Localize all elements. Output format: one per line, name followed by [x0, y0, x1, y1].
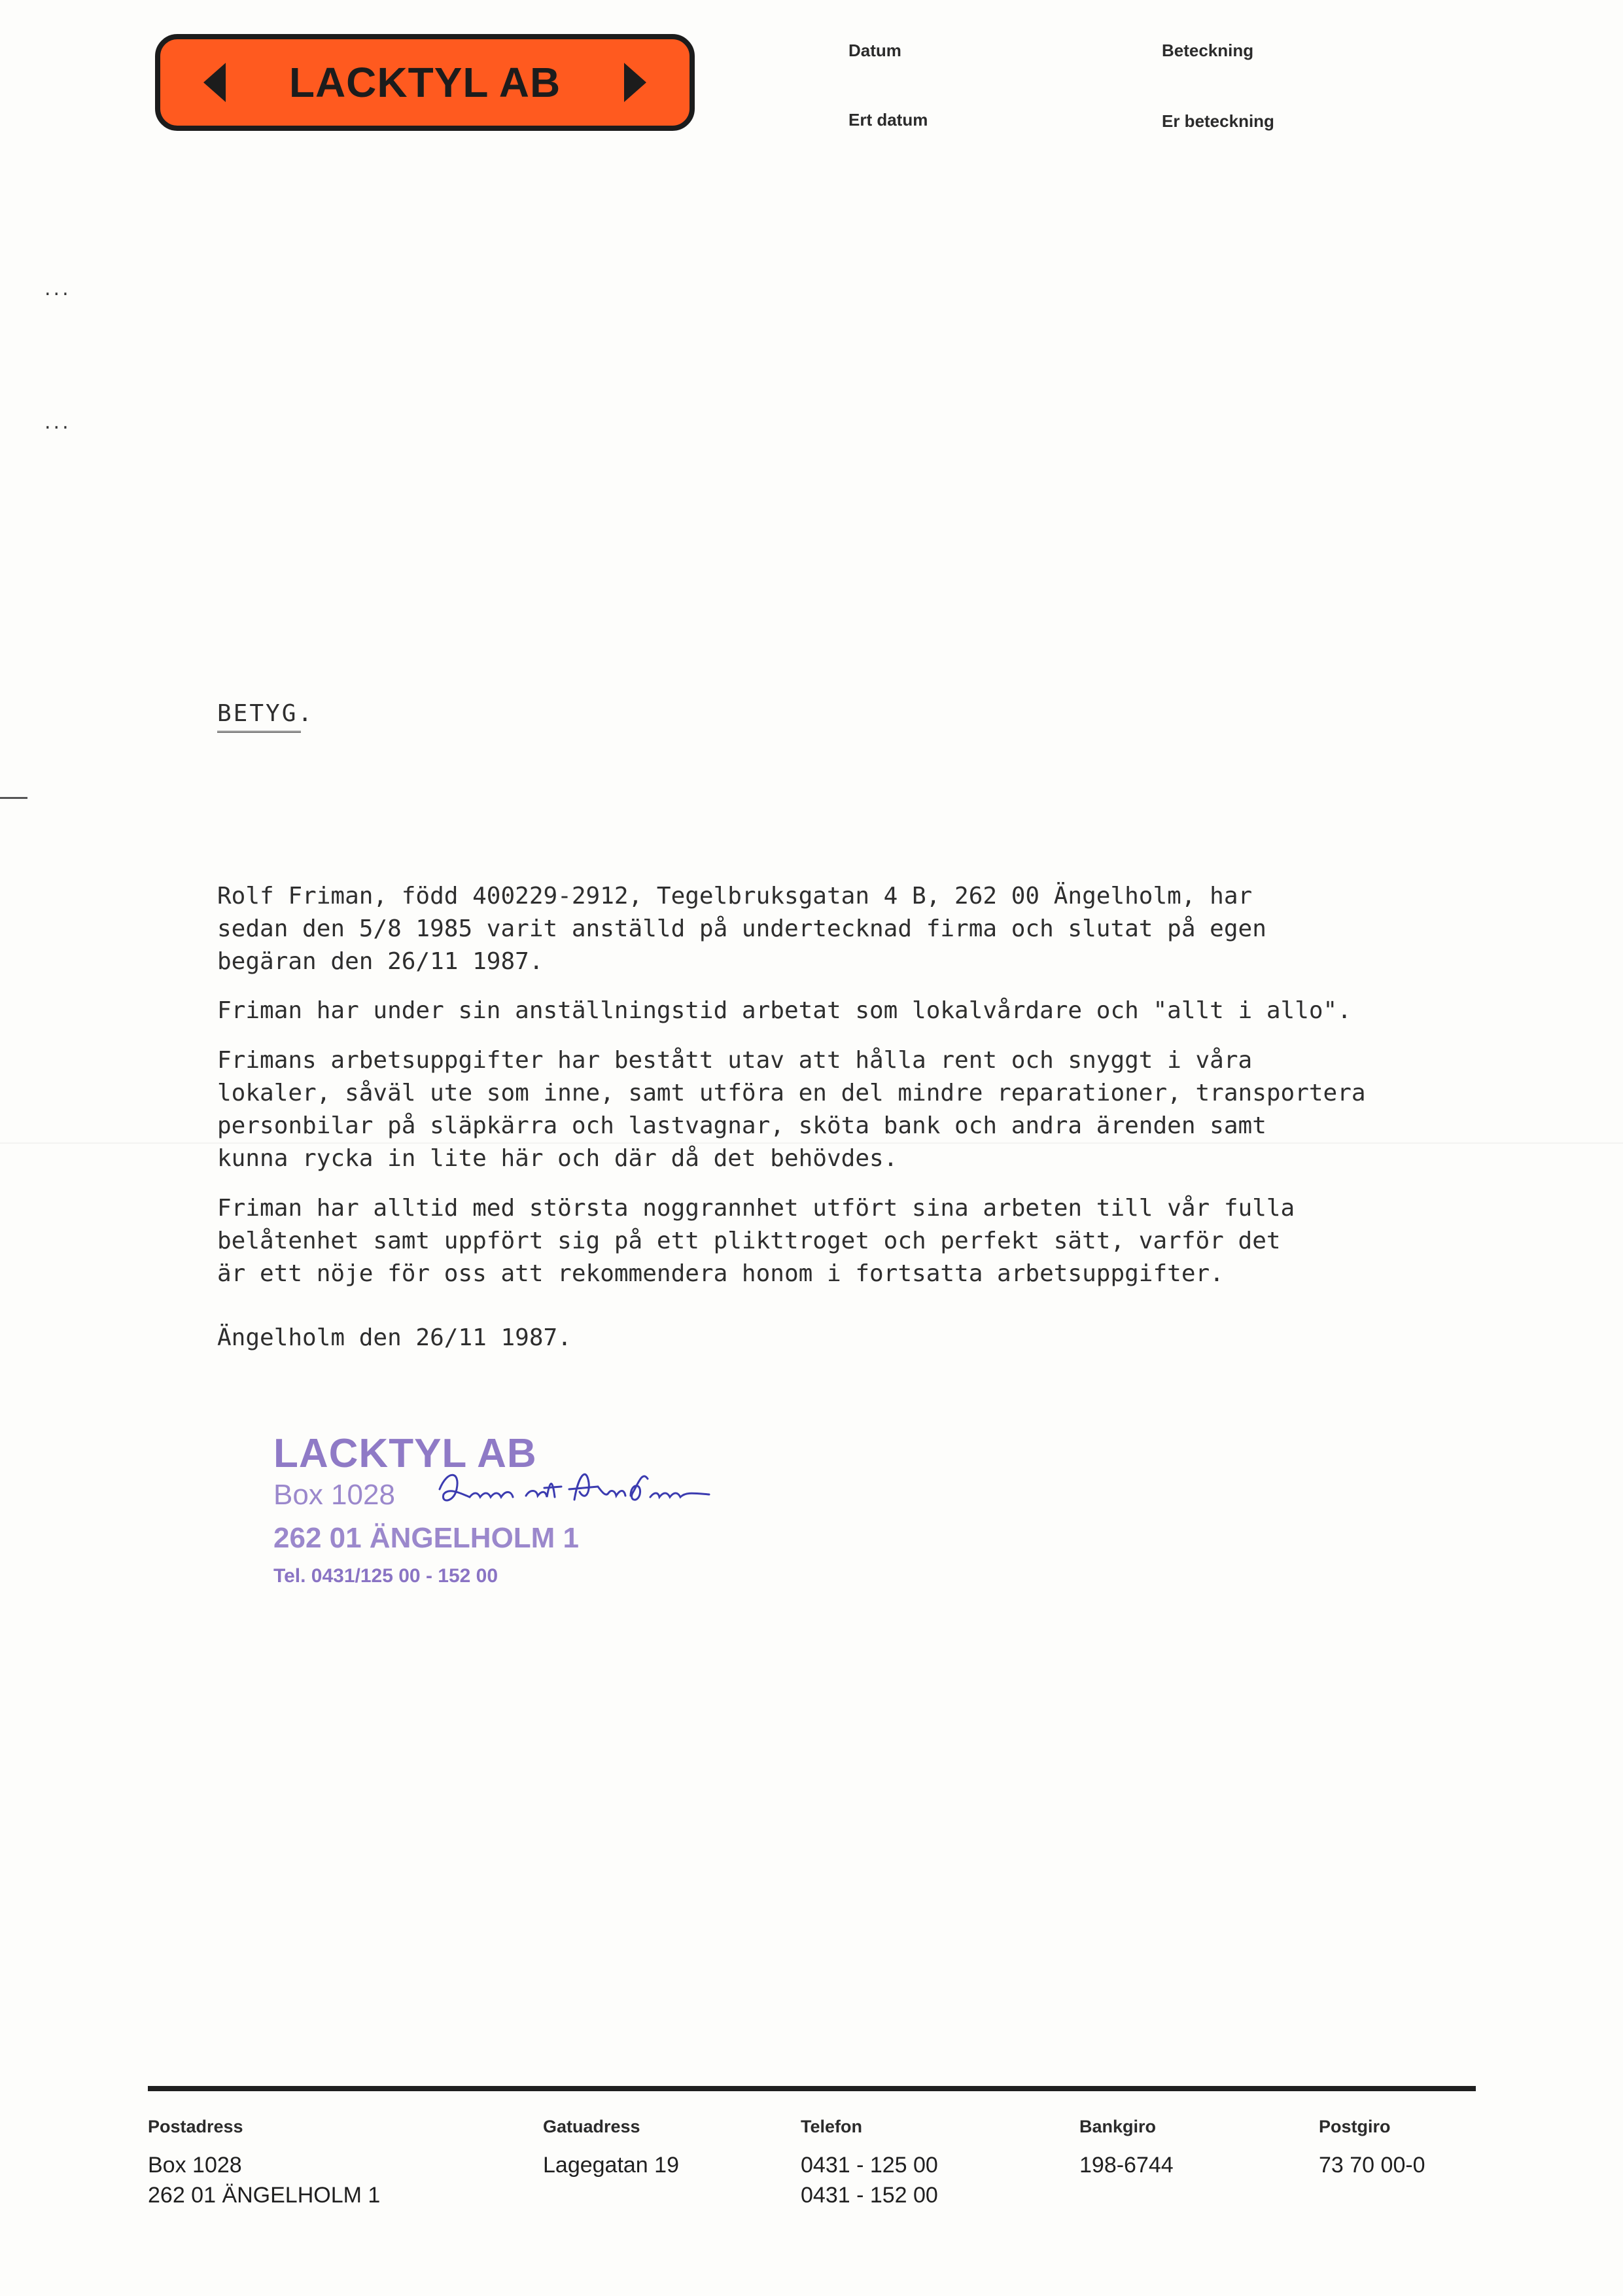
footer-label-bankgiro: Bankgiro [1079, 2117, 1157, 2136]
label-datum: Datum [848, 41, 901, 60]
footer-postadress [148, 2150, 380, 2210]
footer-postadress-line2: 262 01 ÄNGELHOLM 1 [148, 2183, 381, 2208]
paragraph-duties [217, 1044, 1565, 1175]
footer-telefon-line1: 0431 - 125 00 [801, 2153, 938, 2178]
footer-telefon-line2: 0431 - 152 00 [801, 2183, 938, 2208]
footer-gatuadress [543, 2150, 679, 2180]
footer-label-postadress: Postadress [148, 2117, 243, 2136]
footer-gatuadress-line1: Lagegatan 19 [543, 2153, 679, 2178]
address-margin-mark-bottom: ... [44, 411, 71, 434]
footer-bankgiro-line1: 198-6744 [1079, 2153, 1174, 2178]
paragraph-place-date [217, 1322, 1565, 1354]
address-margin-mark-top: ... [44, 277, 71, 300]
footer-postadress-line1: Box 1028 [148, 2153, 242, 2178]
paragraph-line: Friman har alltid med största noggrannhet utfört sina arbeten till vår fulla [217, 1195, 1295, 1222]
logo-right-arrow-icon [624, 63, 646, 102]
logo-text: LACKTYL AB [288, 59, 561, 106]
stamp-city: 262 01 ÄNGELHOLM 1 [273, 1522, 580, 1554]
letter-title: BETYG. [217, 700, 315, 727]
handwritten-signature [434, 1463, 722, 1515]
footer-rule [148, 2086, 1476, 2091]
footer-label-telefon: Telefon [801, 2117, 862, 2136]
footer-label-gatuadress: Gatuadress [543, 2117, 640, 2136]
paragraph-role [217, 995, 1565, 1027]
stamp-box: Box 1028 [273, 1479, 395, 1511]
footer-postgiro-line1: 73 70 00-0 [1319, 2153, 1425, 2178]
fold-mark [0, 797, 27, 799]
footer-telefon [801, 2150, 938, 2210]
paragraph-line: kunna rycka in lite här och där då det behövdes. [217, 1145, 898, 1172]
label-beteckning: Beteckning [1162, 41, 1254, 60]
paragraph-recommendation [217, 1192, 1565, 1290]
title-underline [217, 731, 301, 733]
label-er-beteckning: Er beteckning [1162, 111, 1274, 131]
footer-bankgiro [1079, 2150, 1174, 2180]
paragraph-line: begäran den 26/11 1987. [217, 948, 544, 975]
logo-left-arrow-icon [203, 63, 226, 102]
paragraph-line: är ett nöje för oss att rekommendera honom i fortsatta arbetsuppgifter. [217, 1260, 1224, 1287]
footer-postgiro [1319, 2150, 1425, 2180]
paragraph-line: lokaler, såväl ute som inne, samt utföra en del mindre reparationer, transportera [217, 1080, 1366, 1106]
paragraph-intro [217, 880, 1565, 978]
footer-label-postgiro: Postgiro [1319, 2117, 1391, 2136]
paragraph-line: Rolf Friman, född 400229-2912, Tegelbruksgatan 4 B, 262 00 Ängelholm, har [217, 883, 1253, 910]
place-date-line: Ängelholm den 26/11 1987. [217, 1324, 572, 1351]
company-logo [155, 34, 695, 131]
paragraph-line: belåtenhet samt uppfört sig på ett plikttroget och perfekt sätt, varför det [217, 1227, 1281, 1254]
paragraph-line: sedan den 5/8 1985 varit anställd på undertecknad firma och slutat på egen [217, 915, 1266, 942]
label-ert-datum: Ert datum [848, 110, 928, 130]
paragraph-line: personbilar på släpkärra och lastvagnar, sköta bank och andra ärenden samt [217, 1112, 1266, 1139]
stamp-telephone: Tel. 0431/125 00 - 152 00 [273, 1565, 498, 1587]
paragraph-line: Frimans arbetsuppgifter har bestått utav att hålla rent och snyggt i våra [217, 1047, 1253, 1074]
stamp-company-name: LACKTYL AB [273, 1431, 537, 1476]
paragraph-line: Friman har under sin anställningstid arbetat som lokalvårdare och "allt i allo". [217, 997, 1352, 1024]
